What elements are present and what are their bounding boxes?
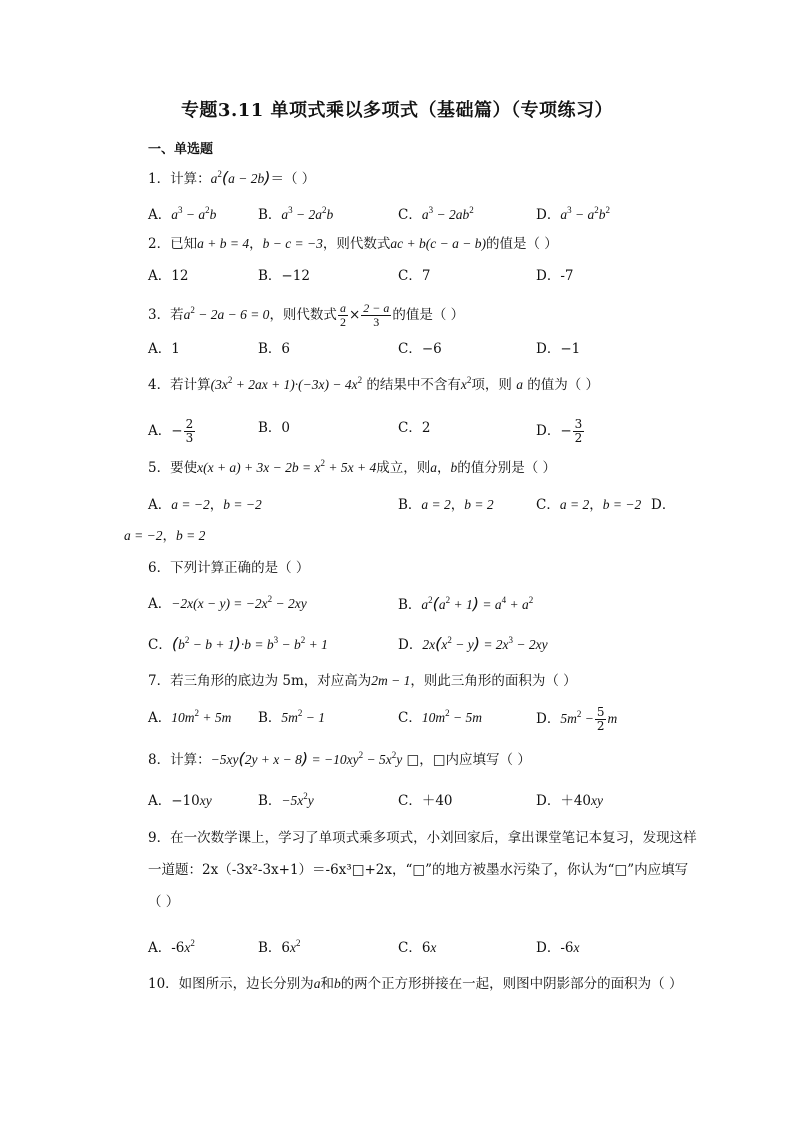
q3-option-d[interactable]: D．−1 bbox=[536, 341, 581, 357]
page-title: 专题3.11 单项式乘以多项式（基础篇）（专项练习） bbox=[180, 100, 614, 121]
q6-option-c[interactable]: C．$(b^2 - b + 1)\cdot b = b^3 - b^2 + 1$ bbox=[148, 634, 328, 653]
q1-option-a[interactable]: A．$a^3 - a^2b$ bbox=[148, 205, 217, 223]
q8-option-c[interactable]: C．＋40 bbox=[398, 793, 453, 809]
q6-option-d[interactable]: D．$2x(x^2 - y) = 2x^3 - 2xy$ bbox=[398, 634, 548, 653]
question-7: 7．若三角形的底边为 5m，对应高为2m − 1，则此三角形的面积为（ ） bbox=[148, 673, 577, 689]
question-1: 1．计算：$a^2(a - 2b)=$（ ） bbox=[148, 168, 316, 187]
q7-option-d[interactable]: D．$5m^2$ − $\frac{5}{2}$ m bbox=[536, 705, 618, 733]
q5-option-d-value: a = −2，b = 2 bbox=[124, 528, 206, 544]
q3-option-b[interactable]: B．6 bbox=[258, 341, 291, 357]
q5-option-c[interactable]: C．a = 2，b = −2 bbox=[536, 497, 642, 513]
q7-option-c[interactable]: C．$10m^2 - 5m$ bbox=[398, 708, 482, 726]
q6-option-b[interactable]: B．$a^2(a^2 + 1) = a^4 + a^2$ bbox=[398, 594, 534, 613]
q5-option-a[interactable]: A．a = −2，b = −2 bbox=[148, 497, 262, 513]
q3-option-c[interactable]: C．−6 bbox=[398, 341, 442, 357]
q6-option-a[interactable]: A．$-2x(x - y) = -2x^2 - 2xy$ bbox=[148, 594, 307, 612]
q5-option-d[interactable]: D． bbox=[651, 497, 676, 513]
q4-option-b[interactable]: B．0 bbox=[258, 420, 291, 436]
q2-option-d[interactable]: D．-7 bbox=[536, 268, 574, 284]
q4-option-a[interactable]: A．− $\frac{2}{3}$ bbox=[148, 417, 194, 445]
q9-option-b[interactable]: B．$6x^2$ bbox=[258, 938, 301, 956]
q4-option-d[interactable]: D．− $\frac{3}{2}$ bbox=[536, 417, 583, 445]
q1-option-c[interactable]: C．$a^3 - 2ab^2$ bbox=[398, 205, 474, 223]
q2-option-c[interactable]: C．7 bbox=[398, 268, 431, 284]
q3-option-a[interactable]: A．1 bbox=[148, 341, 180, 357]
question-8: 8．计算：$-5xy(2y + x - 8) = -10xy^2 - 5x^2y$ □，□内应填写（ ） bbox=[148, 749, 531, 768]
q9-option-d[interactable]: D．-6x bbox=[536, 940, 580, 956]
q1-expression: $a^2(a - 2b)$ bbox=[210, 168, 271, 187]
question-5: 5．要使$x(x + a) + 3x - 2b = x^2 + 5x + 4$成立，则a，b的值分别是（ ） bbox=[148, 458, 557, 476]
question-3: 3．若$a^2 - 2a - 6 = 0$，则代数式 $\frac{a}{2}$ × $\frac{2 - a}{3}$ 的值是（ ） bbox=[148, 301, 465, 329]
q5-option-b[interactable]: B．a = 2，b = 2 bbox=[398, 497, 494, 513]
question-4: 4．若计算$(3x^2 + 2ax + 1)\cdot(-3x) - 4x^2$ 的结果中不含有$x^2$项，则 a 的值为（ ） bbox=[148, 375, 600, 393]
question-10: 10．如图所示，边长分别为a和b的两个正方形拼接在一起，则图中阴影部分的面积为（ ） bbox=[148, 976, 683, 992]
question-6: 6．下列计算正确的是（ ） bbox=[148, 560, 310, 576]
q2-option-a[interactable]: A．12 bbox=[148, 268, 189, 284]
q9-option-c[interactable]: C．6x bbox=[398, 940, 437, 956]
q8-option-d[interactable]: D．＋40xy bbox=[536, 793, 603, 809]
q9-option-a[interactable]: A．$-6x^2$ bbox=[148, 938, 195, 956]
question-9: 9．在一次数学课上，学习了单项式乘多项式，小刘回家后，拿出课堂笔记本复习，发现这样一道题：2x（-3x²-3x+1）＝-6x³□+2x，“□”的地方被墨水污染了，你认为“□”内应填写（ ） bbox=[148, 830, 697, 910]
q2-option-b[interactable]: B．−12 bbox=[258, 268, 310, 284]
q1-option-d[interactable]: D．$a^3 - a^2b^2$ bbox=[536, 205, 610, 223]
q4-option-c[interactable]: C．2 bbox=[398, 420, 431, 436]
section-heading: 一、单选题 bbox=[148, 142, 214, 157]
q8-option-a[interactable]: A．−10xy bbox=[148, 793, 212, 809]
q8-option-b[interactable]: B．$-5x^2y$ bbox=[258, 791, 314, 809]
q1-option-b[interactable]: B．$a^3 - 2a^2b$ bbox=[258, 205, 334, 223]
q7-option-b[interactable]: B．$5m^2 - 1$ bbox=[258, 708, 326, 726]
question-2: 2．已知a + b = 4，b − c = −3，则代数式ac + b(c − a − b)的值是（ ） bbox=[148, 236, 558, 252]
q7-option-a[interactable]: A．$10m^2 + 5m$ bbox=[148, 708, 232, 726]
